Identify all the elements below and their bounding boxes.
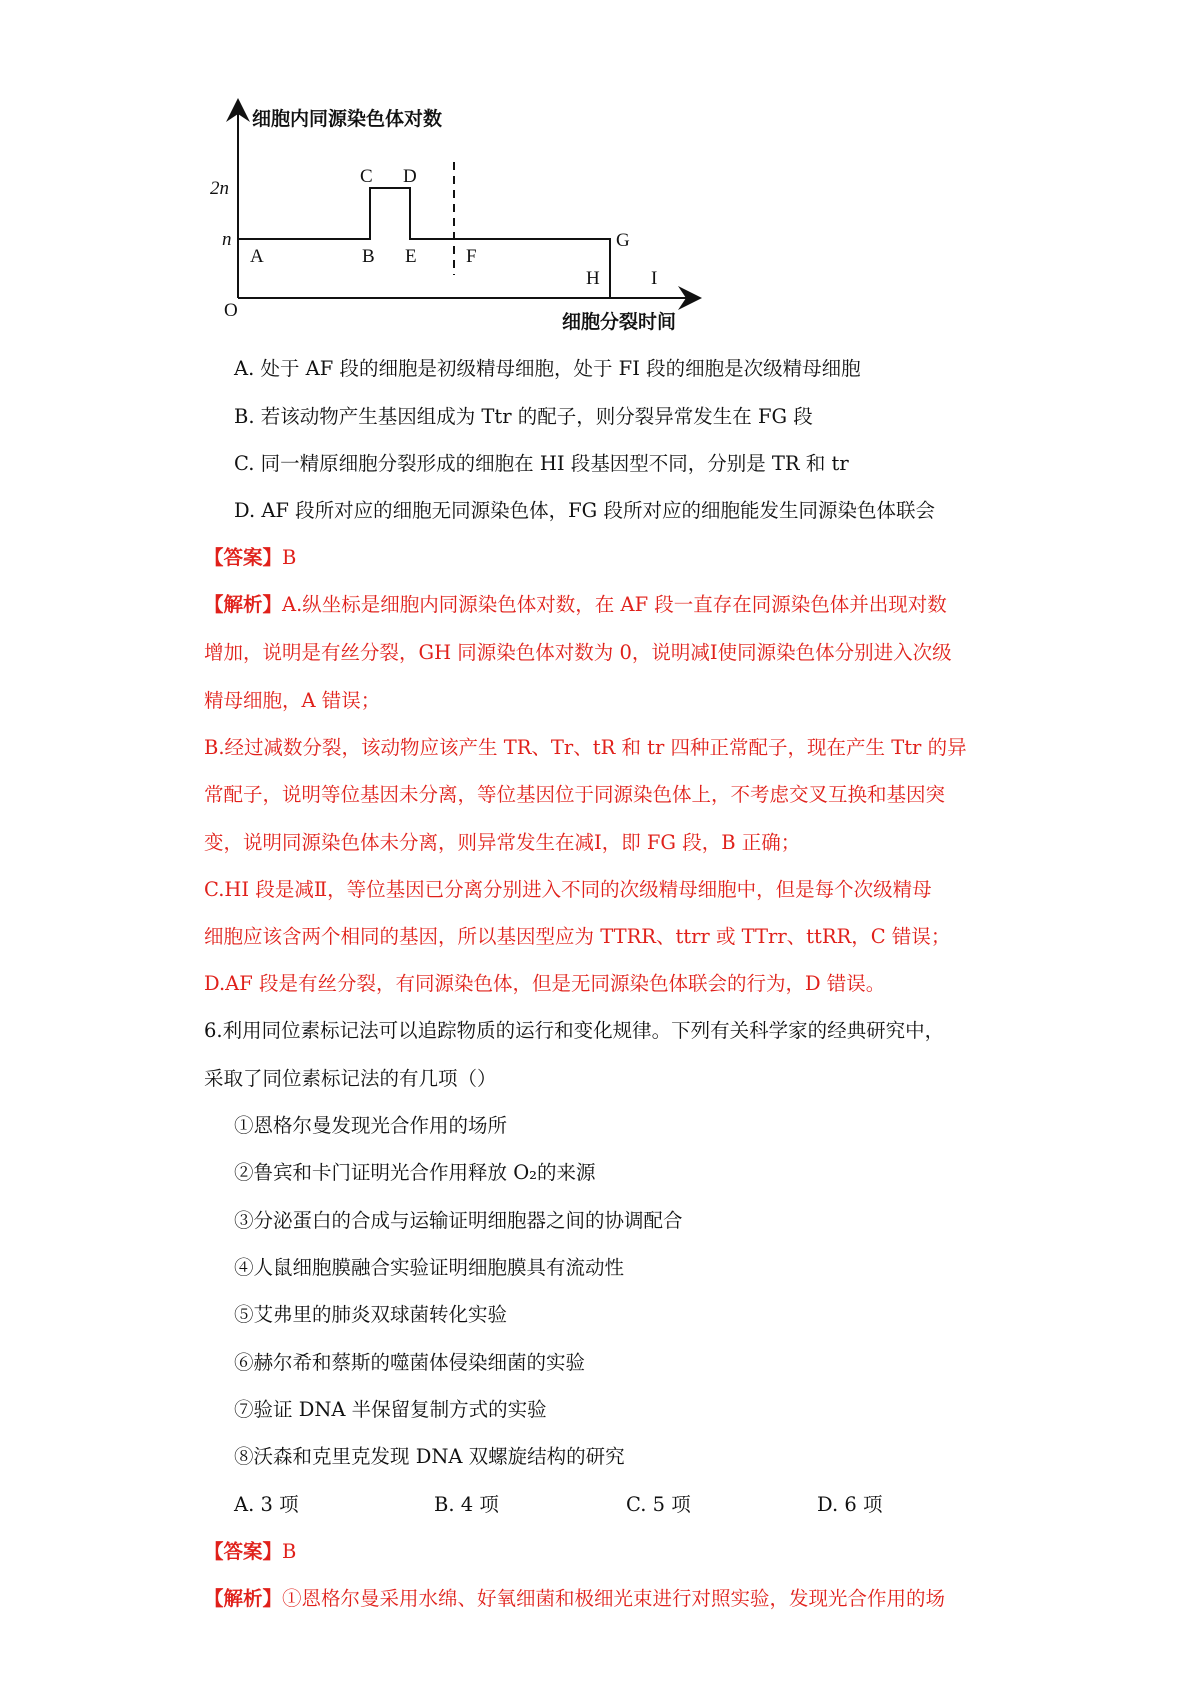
point-B: B bbox=[362, 246, 375, 267]
q6-stem-line-1: 6.利用同位素标记法可以追踪物质的运行和变化规律。下列有关科学家的经典研究中， bbox=[204, 1019, 945, 1042]
q6-item-3: ③分泌蛋白的合成与运输证明细胞器之间的协调配合 bbox=[234, 1209, 683, 1232]
q5-analysis-line-2: 增加，说明是有丝分裂，GH 同源染色体对数为 0，说明减Ⅰ使同源染色体分别进入次级 bbox=[204, 641, 952, 664]
q6-choice-d: D. 6 项 bbox=[817, 1493, 883, 1516]
q6-item-1: ①恩格尔曼发现光合作用的场所 bbox=[234, 1114, 508, 1137]
q5-analysis-line-5: 常配子，说明等位基因未分离，等位基因位于同源染色体上，不考虑交叉互换和基因突 bbox=[204, 783, 946, 806]
point-C: C bbox=[360, 166, 373, 187]
pair-count-curve bbox=[238, 188, 610, 298]
q5-option-c: C. 同一精原细胞分裂形成的细胞在 HI 段基因型不同，分别是 TR 和 tr bbox=[234, 452, 849, 475]
q6-stem-line-2: 采取了同位素标记法的有几项（） bbox=[204, 1067, 497, 1090]
q5-analysis-line-3: 精母细胞，A 错误； bbox=[204, 689, 381, 712]
q6-item-5: ⑤艾弗里的肺炎双球菌转化实验 bbox=[234, 1303, 508, 1326]
y-tick-2n: 2n bbox=[210, 178, 229, 199]
point-I: I bbox=[651, 268, 658, 289]
point-F: F bbox=[466, 246, 477, 267]
q5-answer bbox=[204, 545, 296, 571]
q6-choice-b: B. 4 项 bbox=[434, 1493, 499, 1516]
analysis-tag: 【解析】 bbox=[204, 593, 283, 616]
point-D: D bbox=[403, 166, 417, 187]
q6-choice-a: A. 3 项 bbox=[234, 1493, 299, 1516]
q6-item-8: ⑧沃森和克里克发现 DNA 双螺旋结构的研究 bbox=[234, 1445, 625, 1468]
q6-choice-c: C. 5 项 bbox=[626, 1493, 691, 1516]
origin-label: O bbox=[224, 300, 238, 321]
q5-analysis-line-7: C.HI 段是减Ⅱ，等位基因已分离分别进入不同的次级精母细胞中，但是每个次级精母 bbox=[204, 878, 932, 901]
answer-tag: 【答案】 bbox=[204, 546, 283, 569]
answer-value: B bbox=[282, 546, 297, 569]
q5-option-a: A. 处于 AF 段的细胞是初级精母细胞，处于 FI 段的细胞是次级精母细胞 bbox=[234, 357, 861, 380]
q6-analysis-line-1 bbox=[204, 1586, 945, 1612]
q5-analysis-line-6: 变，说明同源染色体未分离，则异常发生在减Ⅰ，即 FG 段，B 正确； bbox=[204, 831, 801, 854]
point-A: A bbox=[250, 246, 264, 267]
point-E: E bbox=[405, 246, 417, 267]
q5-option-b: B. 若该动物产生基因组成为 Ttr 的配子，则分裂异常发生在 FG 段 bbox=[234, 405, 813, 428]
q6-answer bbox=[204, 1539, 296, 1565]
q6-item-4: ④人鼠细胞膜融合实验证明细胞膜具有流动性 bbox=[234, 1256, 625, 1279]
q5-option-d: D. AF 段所对应的细胞无同源染色体，FG 段所对应的细胞能发生同源染色体联会 bbox=[234, 499, 935, 522]
analysis-text: ①恩格尔曼采用水绵、好氧细菌和极细光束进行对照实验，发现光合作用的场 bbox=[282, 1587, 946, 1610]
q5-analysis-line-9: D.AF 段是有丝分裂，有同源染色体，但是无同源染色体联会的行为，D 错误。 bbox=[204, 972, 886, 995]
answer-tag: 【答案】 bbox=[204, 1540, 283, 1563]
answer-value: B bbox=[282, 1540, 297, 1563]
q6-item-7: ⑦验证 DNA 半保留复制方式的实验 bbox=[234, 1398, 547, 1421]
q6-item-6: ⑥赫尔希和蔡斯的噬菌体侵染细菌的实验 bbox=[234, 1351, 586, 1374]
y-tick-n: n bbox=[222, 229, 232, 250]
point-H: H bbox=[586, 268, 600, 289]
point-G: G bbox=[616, 230, 630, 251]
q5-analysis-line-1 bbox=[204, 592, 947, 618]
q6-item-2: ②鲁宾和卡门证明光合作用释放 O₂的来源 bbox=[234, 1161, 596, 1184]
analysis-text: A.纵坐标是细胞内同源染色体对数，在 AF 段一直存在同源染色体并出现对数 bbox=[282, 593, 947, 616]
homologous-pair-graph bbox=[0, 0, 720, 340]
x-axis-label: 细胞分裂时间 bbox=[562, 311, 677, 333]
q5-analysis-line-8: 细胞应该含两个相同的基因，所以基因型应为 TTRR、ttrr 或 TTrr、ttRR，C 错误； bbox=[204, 925, 951, 948]
y-axis-label: 细胞内同源染色体对数 bbox=[252, 108, 443, 130]
analysis-tag: 【解析】 bbox=[204, 1587, 283, 1610]
q5-analysis-line-4: B.经过减数分裂，该动物应该产生 TR、Tr、tR 和 tr 四种正常配子，现在产生 Ttr 的异 bbox=[204, 736, 967, 759]
